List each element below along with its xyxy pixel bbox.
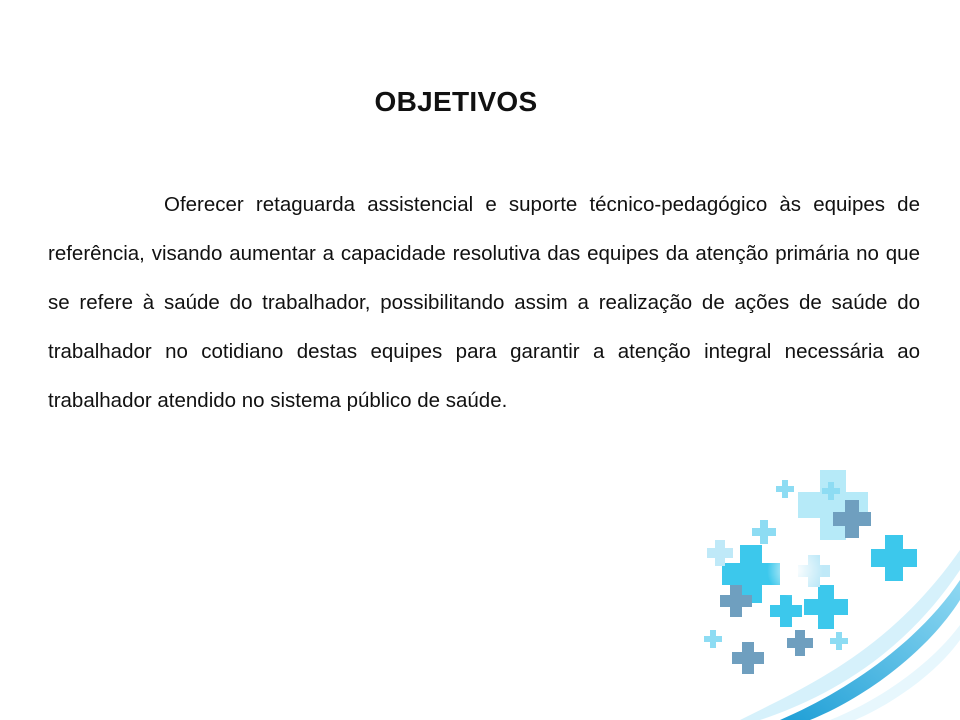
objective-paragraph: Oferecer retaguarda assistencial e suporte técnico-pedagógico às equipes de referência, visando aumentar a capacidade resolutiva das equipes da atenção primária no que se refere à saúde do trabalhador, possibilitando assim a realização de ações de saúde do trabalhador no cotidiano destas equipes para garantir a atenção integral necessária ao trabalhador atendido no sistema público de saúde. — [48, 193, 920, 412]
medical-crosses-icon — [700, 460, 960, 720]
slide-title: OBJETIVOS — [374, 86, 538, 117]
